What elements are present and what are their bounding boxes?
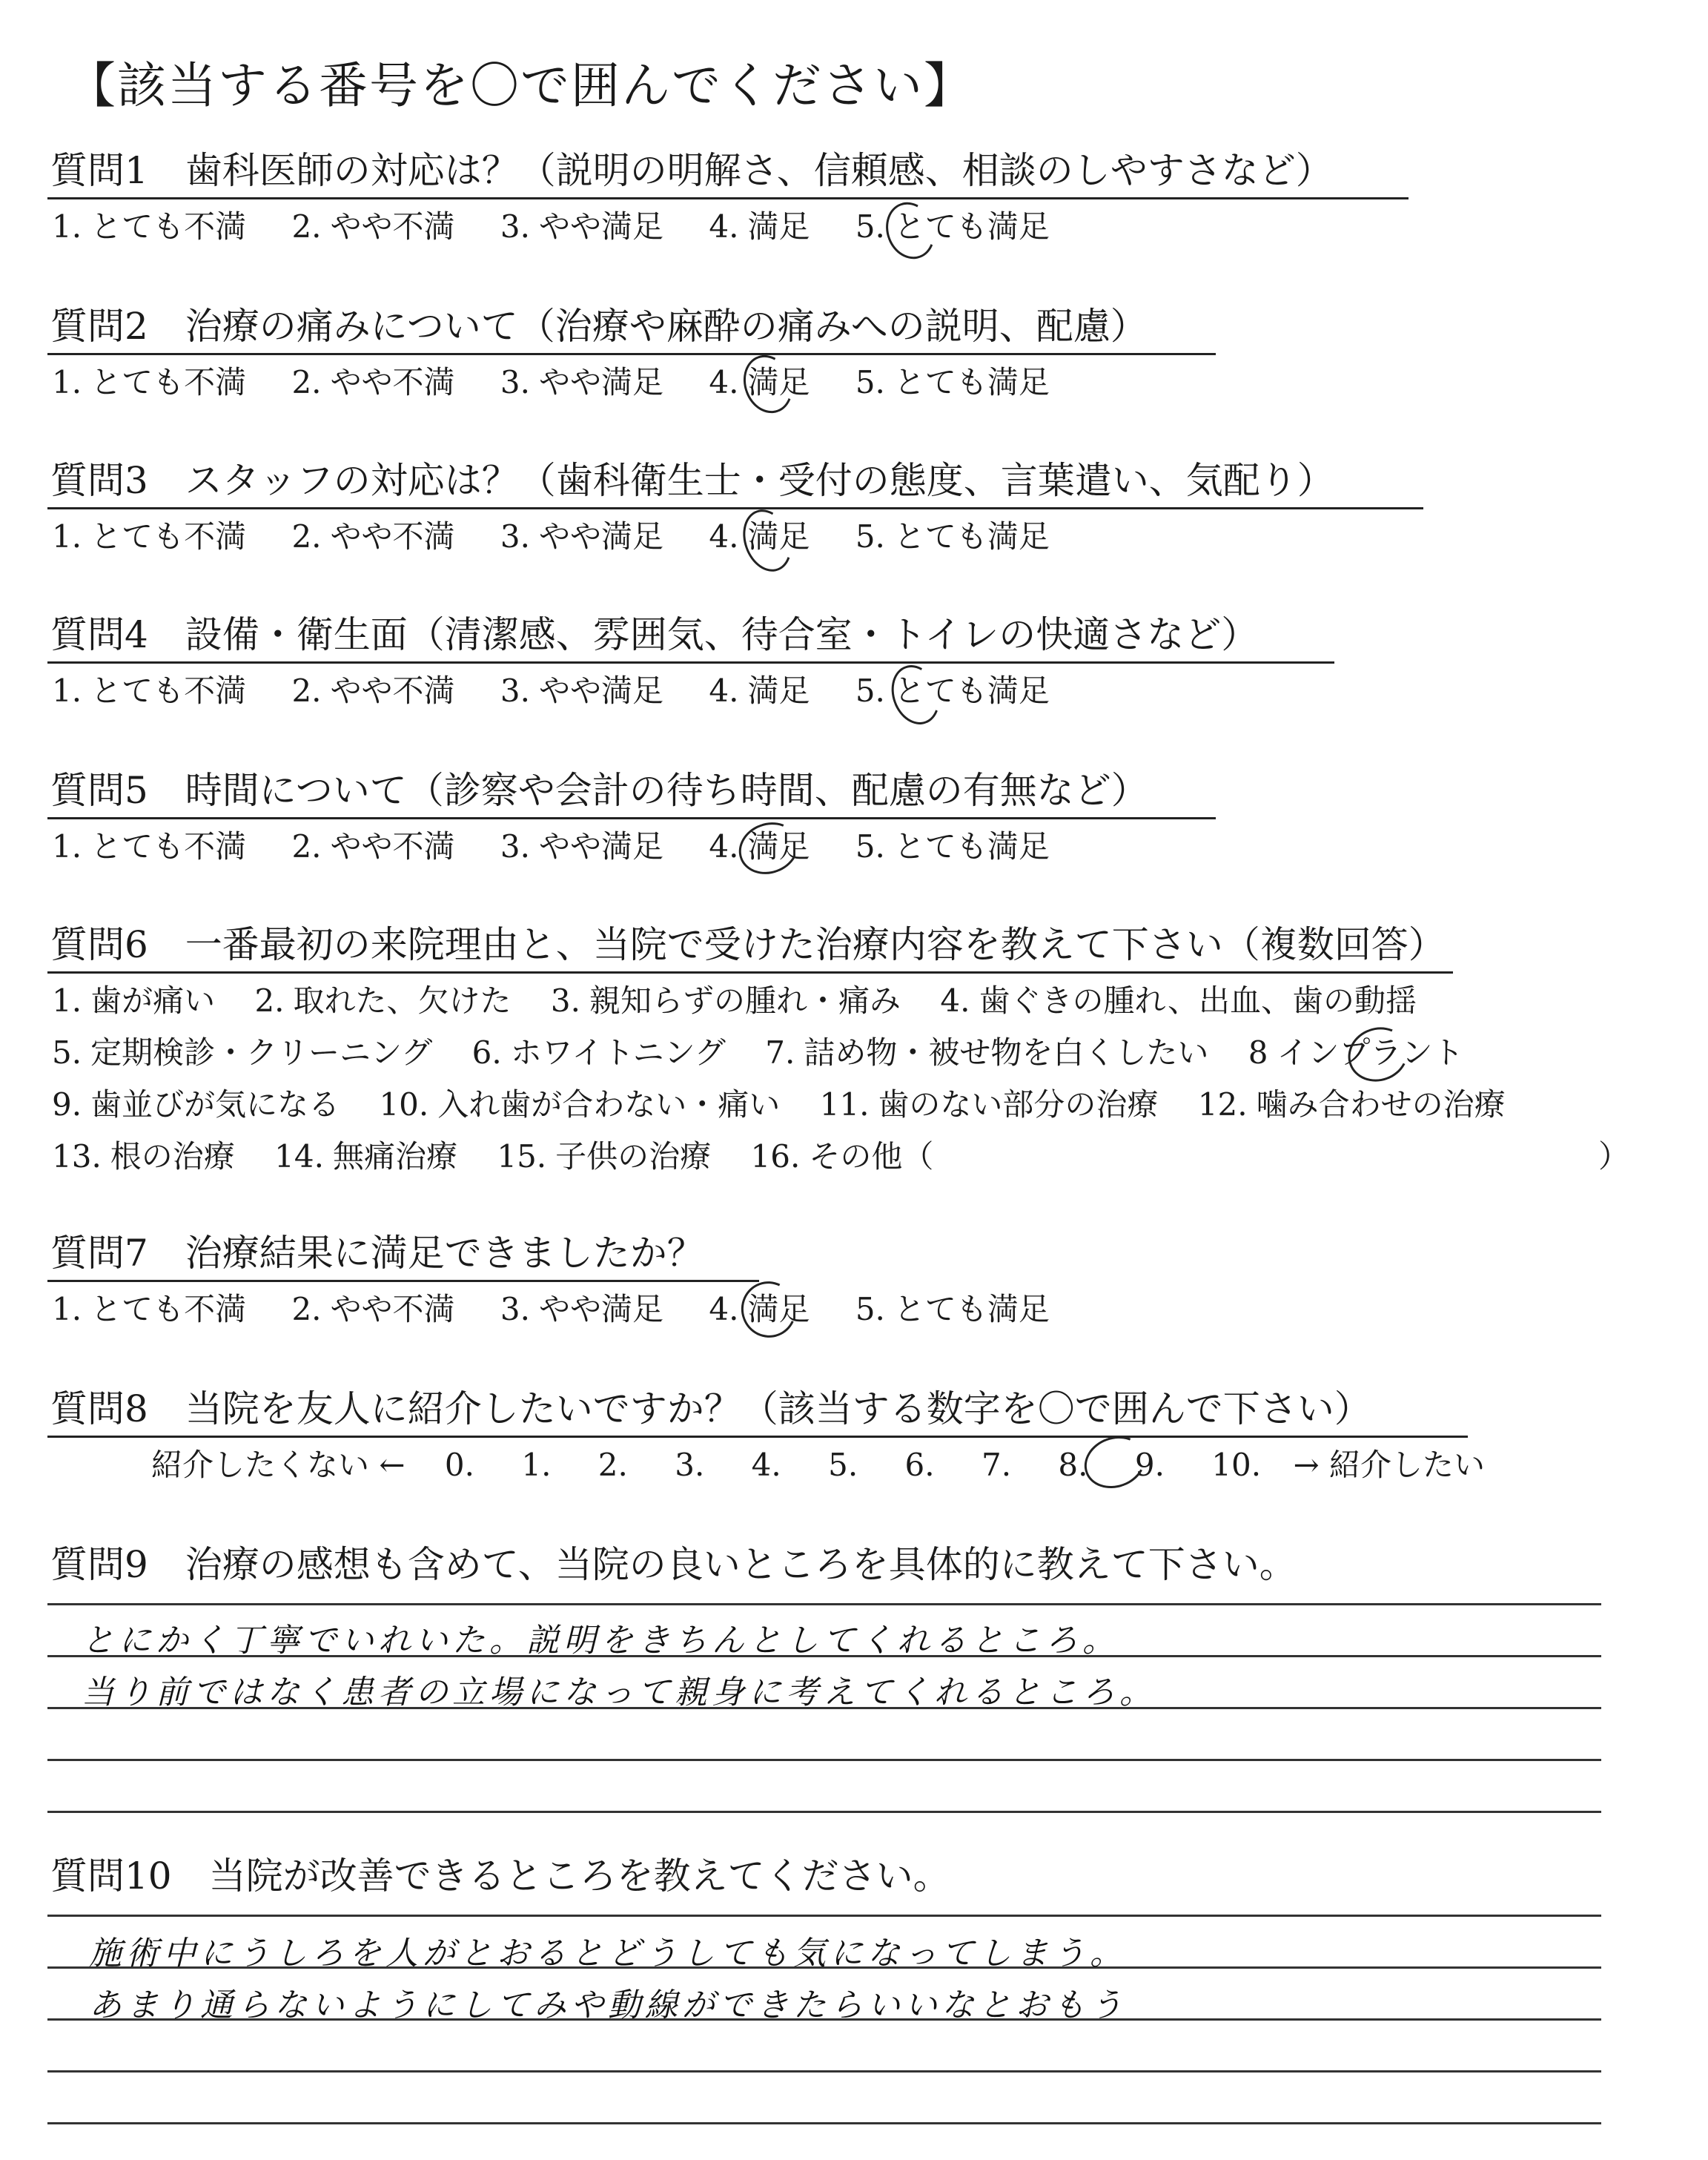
option-2[interactable]: 2. やや不満	[291, 673, 455, 709]
option-2[interactable]: 2. やや不満	[291, 1291, 455, 1327]
option-3[interactable]: 3. やや満足	[500, 828, 663, 865]
answer-line	[47, 1603, 1601, 1605]
option-8[interactable]: 8 インプラント	[1248, 1034, 1464, 1071]
option-10[interactable]: 10. 入れ歯が合わない・痛い	[379, 1086, 781, 1123]
question-4-title: 質問4 設備・衛生面（清潔感、雰囲気、待合室・トイレの快適さなど）	[50, 613, 1259, 656]
option-4[interactable]: 4. 満足	[709, 1291, 810, 1327]
question-6-other-close: ）	[1598, 1138, 1630, 1175]
option-5[interactable]: 5. 定期検診・クリーニング	[52, 1034, 433, 1071]
option-1[interactable]: 1. とても不満	[52, 828, 247, 865]
answer-line	[47, 2122, 1601, 2124]
option-3[interactable]: 3. やや満足	[500, 1291, 663, 1327]
option-1[interactable]: 1. とても不満	[52, 208, 247, 245]
scale-7[interactable]: 7.	[981, 1447, 1012, 1483]
question-1-selection-circle	[878, 195, 943, 265]
question-7-selection-circle	[733, 1274, 804, 1346]
question-3-selection-circle	[735, 503, 800, 578]
question-6-row-1	[52, 982, 1446, 1020]
option-5[interactable]: 5. とても満足	[855, 364, 1050, 400]
option-1[interactable]: 1. 歯が痛い	[52, 982, 216, 1019]
option-16[interactable]: 16. その他（	[750, 1138, 934, 1175]
scale-2[interactable]: 2.	[598, 1447, 628, 1483]
option-2[interactable]: 2. やや不満	[291, 208, 455, 245]
scale-1[interactable]: 1.	[521, 1447, 552, 1483]
option-5[interactable]: 5. とても満足	[855, 1291, 1050, 1327]
answer-line	[47, 1811, 1601, 1813]
question-2-options	[52, 363, 1085, 402]
question-5-options	[52, 828, 1085, 866]
option-13[interactable]: 13. 根の治療	[52, 1138, 235, 1175]
scale-10[interactable]: 10.	[1211, 1447, 1262, 1483]
option-4[interactable]: 4. 満足	[709, 518, 810, 555]
option-3[interactable]: 3. やや満足	[500, 364, 663, 400]
option-7[interactable]: 7. 詰め物・被せ物を白くしたい	[765, 1034, 1209, 1071]
question-6-title: 質問6 一番最初の来院理由と、当院で受けた治療内容を教えて下さい（複数回答）	[50, 923, 1446, 966]
question-9-title: 質問9 治療の感想も含めて、当院の良いところを具体的に教えて下さい。	[50, 1543, 1297, 1586]
question-3-title: 質問3 スタッフの対応は？（歯科衛生士・受付の態度、言葉遣い、気配り）	[50, 459, 1334, 502]
question-1-underline	[47, 197, 1409, 199]
option-1[interactable]: 1. とても不満	[52, 673, 247, 709]
question-10-answer-line-2: あまり通らないようにしてみや動線ができたらいいなとおもう	[89, 1986, 1127, 2024]
question-3-options	[52, 518, 1085, 556]
option-14[interactable]: 14. 無痛治療	[274, 1138, 457, 1175]
option-11[interactable]: 11. 歯のない部分の治療	[819, 1086, 1159, 1123]
question-2-selection-circle	[735, 348, 801, 420]
option-2[interactable]: 2. やや不満	[291, 828, 455, 865]
question-6-row-2	[52, 1034, 1493, 1072]
question-10-answer-line-1: 施術中にうしろを人がとおるとどうしても気になってしまう。	[89, 1935, 1127, 1972]
scale-6[interactable]: 6.	[904, 1447, 935, 1483]
question-4-underline	[47, 661, 1334, 664]
scale-5[interactable]: 5.	[828, 1447, 858, 1483]
answer-line	[47, 2070, 1601, 2073]
question-6-row-4	[52, 1137, 963, 1176]
option-2[interactable]: 2. やや不満	[291, 518, 455, 555]
option-5[interactable]: 5. とても満足	[855, 518, 1050, 555]
option-1[interactable]: 1. とても不満	[52, 1291, 247, 1327]
option-9[interactable]: 9. 歯並びが気になる	[52, 1086, 340, 1123]
answer-line	[47, 1915, 1601, 1917]
option-4[interactable]: 4. 歯ぐきの腫れ、出血、歯の動揺	[940, 982, 1417, 1019]
question-6-row-3	[52, 1086, 1535, 1124]
option-5[interactable]: 5. とても満足	[855, 828, 1050, 865]
question-8-underline	[47, 1436, 1468, 1438]
question-8-selection-circle	[1077, 1428, 1153, 1497]
question-8-title: 質問8 当院を友人に紹介したいですか？（該当する数字を〇で囲んで下さい）	[50, 1387, 1371, 1430]
option-4[interactable]: 4. 満足	[709, 673, 810, 709]
option-4[interactable]: 4. 満足	[709, 364, 810, 400]
option-1[interactable]: 1. とても不満	[52, 364, 247, 400]
option-12[interactable]: 12. 噛み合わせの治療	[1197, 1086, 1506, 1123]
scale-0[interactable]: 0.	[444, 1447, 474, 1483]
question-1-title: 質問1 歯科医師の対応は？（説明の明解さ、信頼感、相談のしやすさなど）	[50, 149, 1333, 192]
option-3[interactable]: 3. やや満足	[500, 208, 663, 245]
question-9-answer-line-1: とにかく丁寧でいれいた。説明をきちんとしてくれるところ。	[82, 1622, 1119, 1659]
page-heading: 【該当する番号を〇で囲んでください】	[67, 57, 974, 114]
question-10-title: 質問10 当院が改善できるところを教えてください。	[50, 1855, 950, 1898]
option-15[interactable]: 15. 子供の治療	[497, 1138, 712, 1175]
question-4-selection-circle	[884, 658, 947, 731]
option-4[interactable]: 4. 満足	[709, 828, 810, 865]
option-2[interactable]: 2. 取れた、欠けた	[254, 982, 512, 1019]
question-8-scale	[151, 1446, 1485, 1484]
scale-9[interactable]: 9.	[1134, 1447, 1165, 1483]
option-5[interactable]: 5. とても満足	[855, 208, 1050, 245]
question-5-title: 質問5 時間について（診察や会計の待ち時間、配慮の有無など）	[50, 769, 1148, 812]
option-5[interactable]: 5. とても満足	[855, 673, 1050, 709]
scale-8[interactable]: 8.	[1058, 1447, 1088, 1483]
question-7-underline	[47, 1280, 759, 1282]
question-7-options	[52, 1290, 1085, 1329]
scale-4[interactable]: 4.	[751, 1447, 781, 1483]
question-3-underline	[47, 507, 1423, 509]
option-3[interactable]: 3. やや満足	[500, 518, 663, 555]
question-6-selection-circle	[1340, 1019, 1416, 1090]
question-9-answer-line-2: 当り前ではなく患者の立場になって親身に考えてくれるところ。	[82, 1674, 1156, 1711]
option-2[interactable]: 2. やや不満	[291, 364, 455, 400]
option-6[interactable]: 6. ホワイトニング	[471, 1034, 726, 1071]
option-3[interactable]: 3. 親知らずの腫れ・痛み	[550, 982, 901, 1019]
scale-3[interactable]: 3.	[675, 1447, 705, 1483]
question-5-underline	[47, 817, 1216, 819]
option-4[interactable]: 4. 満足	[709, 208, 810, 245]
option-1[interactable]: 1. とても不満	[52, 518, 247, 555]
answer-line	[47, 1759, 1601, 1761]
question-2-underline	[47, 353, 1216, 355]
question-5-selection-circle	[732, 814, 806, 882]
scale-left-label: 紹介したくない ←	[151, 1447, 406, 1483]
question-6-underline	[47, 971, 1453, 974]
option-3[interactable]: 3. やや満足	[500, 673, 663, 709]
question-2-title: 質問2 治療の痛みについて（治療や麻酔の痛みへの説明、配慮）	[50, 305, 1148, 348]
scale-right-label: → 紹介したい	[1293, 1447, 1485, 1483]
question-7-title: 質問7 治療結果に満足できましたか？	[50, 1232, 704, 1275]
